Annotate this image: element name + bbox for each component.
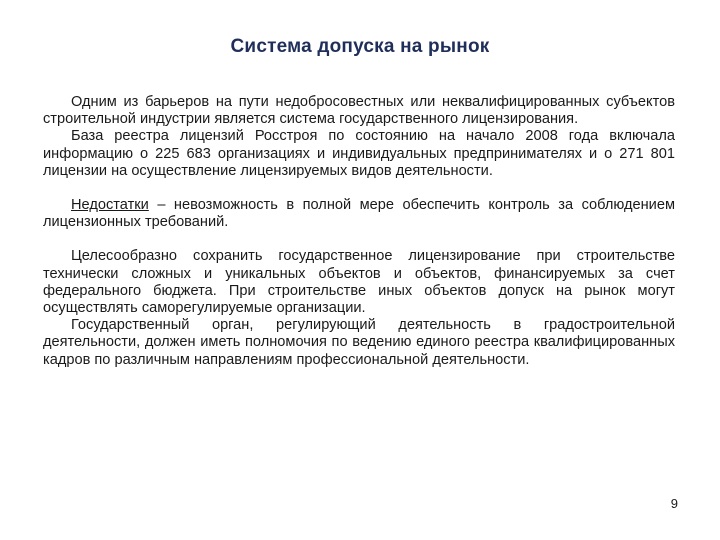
spacer (43, 180, 675, 197)
paragraph-state-authority: Государственный орган, регулирующий деятельность в градостроительной деятельности, должен иметь полномочия по ведению единого реестра квалифицированных кадров по различным направлениям профессиональной деятельности. (43, 317, 675, 368)
drawbacks-label: Недостатки (71, 197, 149, 214)
spacer (43, 231, 675, 248)
page-number: 9 (670, 496, 678, 511)
drawbacks-text: – невозможность в полной мере обеспечить контроль за соблюдением лицензионных требований. (43, 197, 675, 231)
paragraph-registry-info: База реестра лицензий Росстроя по состоянию на начало 2008 года включала информацию о 225 683 организациях и индивидуальных предпринимателях и о 271 801 лицензии на осуществление лицензируемых видов деятельности. (43, 128, 675, 179)
paragraph-recommendation: Целесообразно сохранить государственное лицензирование при строительстве технически сложных и уникальных объектов и объектов, финансируемых за счет федерального бюджета. При строительстве иных объектов допуск на рынок могут осуществлять саморегулируемые организации. (43, 248, 675, 317)
paragraph-drawbacks (43, 197, 675, 231)
slide-title: Система допуска на рынок (230, 36, 490, 57)
slide-body (43, 94, 675, 369)
paragraph-licensing-barrier: Одним из барьеров на пути недобросовестных или неквалифицированных субъектов строительной индустрии является система государственного лицензирования. (43, 94, 675, 128)
